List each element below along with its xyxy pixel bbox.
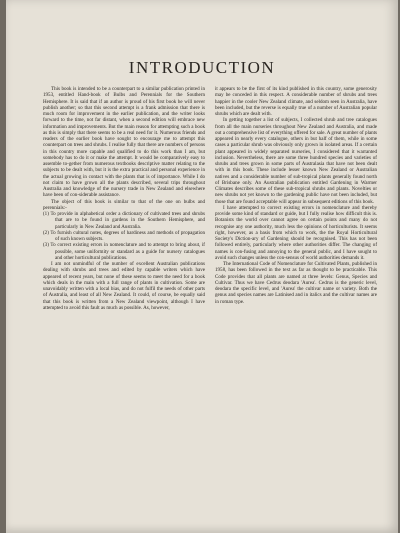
right-column: [215, 86, 377, 305]
list-item: (1) To provide in alphabetical order a dictionary of cultivated trees and shrubs that are to be found in gardens in the Southern Hemisphere, and particularly in New Zealand and Australia.: [43, 211, 205, 230]
paragraph: I am not unmindful of the number of excellent Australian publications dealing with shrubs and trees and edited by capable writers which have appeared of recent years, but none of these seems to meet the need for a book which deals in the main with a full range of plants in cultivation. Some are unavoidably written with a local bias, and do not fulfil the needs of other parts of Australia, and least of all New Zealand. It could, of course, be equally said that this book is written from a New Zealand viewpoint, although I have attempted to avoid this fault as much as possible. As, however,: [43, 261, 205, 311]
paragraph: The International Code of Nomenclature for Cultivated Plants, published in 1958, has been followed in the text as far as thought to be practicable. This Code provides that all plants are named at three levels: Genus, Species and Cultivar. Thus we have Cedrus deodara 'Aurea'. Cedrus is the generic level, deodara the specific level, and 'Aurea' the cultivar name or variety. Both the genus and species names are Latinised and in italics and the cultivar names are in roman type.: [215, 261, 377, 305]
left-column: [43, 86, 205, 311]
paragraph: The object of this book is similar to that of the one on bulbs and perennials:-: [43, 198, 205, 211]
paragraph: In getting together a list of subjects, I collected shrub and tree catalogues from all the main nurseries throughout New Zealand and Australia, and made out a comprehensive list of everything offered for sale. A great number of plants appeared in nearly every catalogue, others in but half of them, while in some cases a particular shrub was obviously only grown in isolated areas. If a certain plant appeared in widely separated nurseries, I considered that it warranted inclusion. Nevertheless, there are some three hundred species and varieties of shrubs and trees grown in some parts of Australasia that have not been dealt with in this book. These include lesser known New Zealand or Australian natives and a considerable number of sub-tropical plants generally found north of Brisbane only. An Australian publication entitled Gardening in Warmer Climates describes some of these sub-tropical shrubs and plants. Novelties or new shrubs not yet known to the gardening public have not been included, but those that are found acceptable will appear in subsequent editions of this book.: [215, 117, 377, 205]
list-item: (2) To furnish cultural notes, degrees of hardiness and methods of propagation of such known subjects.: [43, 229, 205, 242]
page-title: INTRODUCTION: [128, 58, 276, 77]
list-item: (3) To correct existing errors in nomenclature and to attempt to bring about, if possible, some uniformity or standard as a guide for nursery catalogues and other horticultural publications.: [43, 242, 205, 261]
paragraph: it appears to be the first of its kind published in this country, some generosity may be conceded in this respect. A considerable number of shrubs and trees happier in the cooler New Zealand climate, and seldom seen in Australia, have been included, but the reverse is equally true of a number of Australian popular shrubs which are dealt with.: [215, 86, 377, 117]
book-page: [6, 0, 398, 533]
paragraph: I have attempted to correct existing errors in nomenclature and thereby provide some kind of standard or guide, but I fully realise how difficult this is. Botanists the world over cannot agree on certain points and many do not recognise any one authority, much less the opinions of horticulturists. It seems right, however, as a basis from which to work, the the Royal Horticultural Society's Diction-ary of Gardening should be recognised. This has not been followed entirely, particularly where other authorities differ. The changing of names is con-fusing and annoying to the general public, and I have sought to avoid such changes unless the con-sensus of world authorities demands it.: [215, 204, 377, 261]
paragraph: This book is intended to be a counterpart to a similar publication printed in 1953, entitled Hand-book of Bulbs and Perennials for the Southern Hemisphere. It is said that if an author is proud of his first book he will never publish another; so that this second attempt is a frank admission that there is much room for improvement in the earlier publication, and the writer looks forward to the time, not far distant, when a second edition will embrace new information and improvements. But the main reason for attempting such a book as this is simply that there seems to be a real need for it. Numerous friends and readers of the earlier book have sought to encourage me to attempt this counterpart on trees and shrubs. I realise fully that there are numbers of persons in this country more capable and qualified to do this work than I am, but somebody has to do it or make the attempt. It would be comparatively easy to assemble to-gether from numerous textbooks descriptive matter relating to the subjects to be dealt with, but it is the extra practical and personal experience in the actual growing in contact with the plants that is of importance. While I do not claim to have grown all the plants described, several trips throughout Australia and knowledge of the nursery trade in New Zealand and elsewhere have been of con-siderable assistance.: [43, 86, 205, 199]
